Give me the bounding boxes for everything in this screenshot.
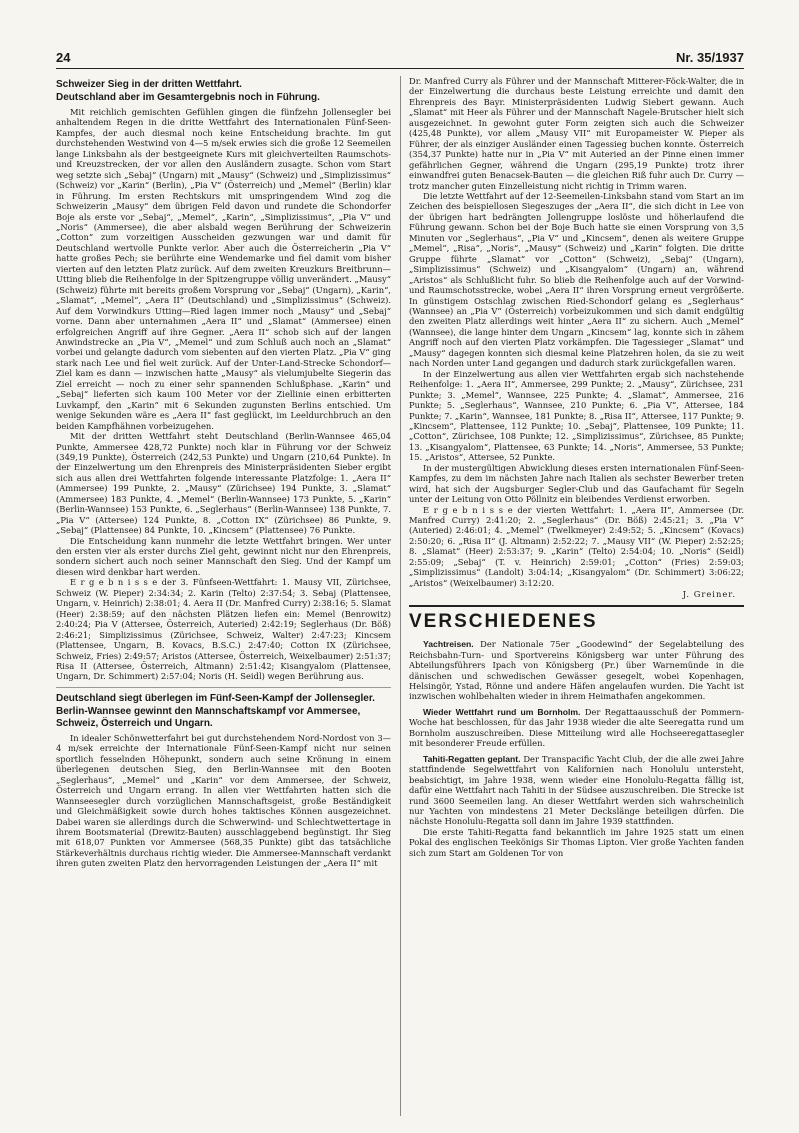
right-column [409,76,744,1113]
article-separator [56,687,391,688]
article2-paragraph: In idealer Schönwetterfahrt bei gut durchstehendem Nord-Nordost von 3—4 m/sek erreichte der Internationale Fünf-Seen-Kampf nicht nur seinen sportlich fesselnden Höhepunkt, sondern auch seine Krönung in einem überlegenen deutschen Sieg, den Berlin-Wannsee mit den Booten „Seglerhaus“, „Memel“ und „Karin“ vor dem Ammersee, der Schweiz, Österreich und Ungarn errang. In allen vier Wettfahrten hatten sich die Wannseesegler durch vorzüglichen Mannschaftsgeist, große Beständigkeit und Gleichmäßigkeit sowie durch hohes taktisches Können ausgezeichnet. Dabei waren sie allerdings durch die Schwerwind- und Schlechtwettertage in ihrem Bootsmaterial (Drewitz-Bauten) ausschlaggebend begünstigt. Ihr Sieg mit 618,07 Punkten vor Ammersee (568,35 Punkte) gibt das tatsächliche Stärkeverhältnis durchaus richtig wieder. Die Ammersee-Mannschaft verdankt ihren guten zweiten Platz den hervorragenden Leistungen der „Aera II“ mit [56,732,391,869]
article1-paragraph: Die Entscheidung kann nunmehr die letzte Wettfahrt bringen. Wer unter den ersten vier als erster durchs Ziel geht, gewinnt nicht nur den Ehrenpreis, sondern sichert auch noch seiner Mannschaft den Sieg. Und der Kampf um diesen wird denkbar hart werden. [56,535,391,577]
article1-results: E r g e b n i s s e der 3. Fünfseen-Wettfahrt: 1. Mausy VII, Zürichsee, Schweiz (W. Pieper) 2:34:34; 2. Karin (Telto) 2:37:54; 3. Sebaj (Plattensee, Ungarn, v. Heinrich) 2:38:01; 4. Aera II (Dr. Manfred Curry) 2:38:16; 5. Slamat (Heer) 2:38:59; auf den nächsten Plätzen liefen ein: Memel (Benrowitz) 2:40:24; Pia V (Attersee, Österreich, Auteried) 2:42:19; Seglerhaus (Dr. Böß) 2:46:21; Simplizissimus (Zürichsee, Schweiz, Walter) 2:47:23; Kincsem (Plattensee, Ungarn, B. Kovacs, B.S.C.) 2:47:40; Cotton IX (Zürichsee, Schweiz, Fries) 2:49:57; Aristos (Attersee, Österreich, Weixelbaumer) 2:51:37; Risa II (Attersee, Österreich, Altmann) 2:51:42; Kisangyalom (Plattensee, Ungarn, Dr. Schimmert) 2:57:04; Noris (H. Seidl) wegen Berührung aus. [56,577,391,682]
section-title-verschiedenes: VERSCHIEDENES [409,605,744,633]
article1-subheadline: Deutschland aber im Gesamtergebnis noch in Führung. [56,92,320,103]
article2-continuation: Die letzte Wettfahrt auf der 12-Seemeilen-Linksbahn stand vom Start an im Zeichen des beispiellosen Siegeszuges der „Aera II“, die sich dicht in Lee von der übrigen hart bedrängten Jollengruppe loslöste und höherlaufend die Führung gewann. Schon bei der Boje Buch hatte sie einen Vorsprung von 3,5 Minuten vor „Seglerhaus“, „Pia V“ und „Kincsem“, denen als weitere Gruppe „Memel“, „Risa“, „Noris“, „Mausy“ (Schweiz) und „Karin“ folgten. Die dritte Gruppe führte „Slamat“ vor „Cotton“ (Schweiz), „Sebaj“ (Ungarn), „Simplizissimus“ (Schweiz) und „Kisangyalom“ (Ungarn) an, während „Aristos“ als Schlußlicht fuhr. So blieb die Reihenfolge auch auf der Vorwind- und Raumschotsstrecke, wobei „Aera II“ ihren Vorsprung erneut vergrößerte. In günstigem Ostschlag zwischen Ried-Schondorf gelang es „Seglerhaus“ (Wannsee) an „Pia V“ (Österreich) vorbeizukommen und sich damit endgültig den zweiten Platz allerdings weit hinter „Aera II“ zu sichern. Auch „Memel“ (Wannsee), die lange hinter dem Ungarn „Kincsem“ lag, konnte sich in zähem Angriff noch auf den vierten Platz vorkämpfen. Die Tagessieger „Slamat“ und „Mausy“ dagegen konnten sich diesmal keine Platzehren holen, da sie zu weit nach Norden unter Land gegangen und dadurch stark zurückgefallen waren. [409,190,744,369]
column-divider [400,76,401,1116]
article2-continuation: Dr. Manfred Curry als Führer und der Mannschaft Mitterer-Föck-Walter, die in der Einzelwertung die durchaus beste Leistung erreichte und damit den Ehrenpreis des Bayr. Ministerpräsidenten Ludwig Siebert gewann. Auch „Slamat“ mit Heer als Führer und der Mannschaft Nagele-Brutscher hielt sich ausgezeichnet. In gewohnt guter Form zeigten sich auch die Schweizer (425,48 Punkte), vor allem „Mausy VII“ mit Europameister W. Pieper als Führer, der als einziger Ausländer einen Tagessieg buchen konnte. Österreich (354,37 Punkte) hatte nur in „Pia V“ mit Auteried an der Pinne einen immer gefährlichen Gegner, während die Ungarn (295,19 Punkte) trotz ihrer einwandfrei guten Benacsek-Bauten — die gleichen Riß fuhr auch Dr. Curry — trotz mancher guten Einzelleistung nicht richtig in Trimm waren. [409,76,744,191]
article2-continuation: In der mustergültigen Abwicklung dieses ersten internationalen Fünf-Seen-Kampfes, zu dem im nächsten Jahre nach Italien als sechster Bewerber treten wird, hat sich der Augsburger Segler-Club und das Gaufachamt für Segeln unter der Leitung von Otto Pöllnitz ein bleibendes Verdienst erworben. [409,462,744,505]
article2-continuation: In der Einzelwertung aus allen vier Wettfahrten ergab sich nachstehende Reihenfolge: 1. „Aera II“, Ammersee, 299 Punkte; 2. „Mausy“, Zürichsee, 231 Punkte; 3. „Memel“, Wannsee, 225 Punkte; 4. „Slamat“, Ammersee, 216 Punkte; 5. „Seglerhaus“, Wannsee, 210 Punkte; 6. „Pia V“, Attersee, 184 Punkte; 7. „Karin“, Wannsee, 181 Punkte; 8. „Risa II“, Attersee, 117 Punkte; 9. „Kincsem“, Plattensee, 112 Punkte; 10. „Sebaj“, Plattensee, 109 Punkte; 11. „Cotton“, Zürichsee, 108 Punkte; 12. „Simplizissimus“, Zürichsee, 85 Punkte; 13. „Kisangyalom“, Plattensee, 63 Punkte; 14. „Noris“, Ammersee, 53 Punkte; 15. „Aristos“, Attersee, 52 Punkte. [409,368,744,463]
article1-paragraph: Mit reichlich gemischten Gefühlen gingen die fünfzehn Jollensegler bei anhaltendem Regen in die dritte Wettfahrt des Internationalen Fünf-Seen-Kampfes, der auch diesmal noch keine Entscheidung brachte. Im gut durchstehenden Westwind von 4—5 m/sek erwies sich die große 12 Seemeilen lange Linksbahn als der bestgeeignete Kurs mit gleichverteilten Raumschots- und Kreuzstrecken, der vor allen den Ausländern zusagte. Schon vom Start weg setzte sich „Sebaj“ (Ungarn) mit „Mausy“ (Schweiz) und „Simplizissimus“ (Schweiz) vor „Karin“ (Berlin), „Pia V“ (Österreich) und „Memel“ (Berlin) klar in Führung. Im ersten Rechtskurs mit umspringendem Wind zog die Schweizerin „Mausy“ dem übrigen Feld davon und rundete die Schondorfer Boje als erste vor „Sebaj“, „Memel“, „Karin“, „Simplizissimus“, „Pia V“ und „Noris“ (Ammersee), die aber alsbald wegen Berührung der Schweizerin „Cotton“ zum vorzeitigen Ausscheiden gezwungen war und damit für Deutschland wertvolle Punkte verlor. Aber auch die Österreicherin „Pia V“ hatte großes Pech; sie berührte eine Wendemarke und fiel damit vom bisher vierten auf den letzten Platz zurück. Auf dem zweiten Kreuzkurs Breitbrunn—Utting blieb die Reihenfolge in der Spitzengruppe völlig unverändert. „Mausy“ (Schweiz) führte mit bereits großem Vorsprung vor „Sebaj“ (Ungarn), „Karin“, „Slamat“, „Memel“, „Aera II“ (Deutschland) und „Simplizissimus“ (Schweiz). Auf dem Vorwindkurs Utting—Ried lagen immer noch „Mausy“ und „Sebaj“ vorne. Dann aber unternahmen „Aera II“ und „Slamat“ (Ammersee) einen erfolgreichen Angriff auf ihre Gegner. „Aera II“ schob sich auf der langen Anwindstrecke an „Pia V“, „Memel“ und zum Schluß auch noch an „Slamat“ vorbei und gelangte dadurch vom siebenten auf den vierten Platz. „Pia V“ ging stark nach Lee und fiel weit zurück. Auf der Unter-Land-Strecke Schondorf—Ziel kam es dann — inzwischen hatte „Mausy“ als vielumjubelte Siegerin das Ziel erreicht — noch zu einer sehr spannenden Schlußphase. „Karin“ und „Sebaj“ lieferten sich kaum 100 Meter vor der Ziellinie einen erbitterten Luvkampf, den „Karin“ mit 6 Sekunden zugunsten Berlins entschied. Um wenige Sekunden wäre es „Aera II“ fast geglückt, im Leeldurchbruch an den beiden Kampfhähnen vorbeizugehen. [56,107,391,431]
article2-subheadline: Berlin-Wannsee gewinnt den Mannschaftskampf vor Ammersee, Schweiz, Österreich und Ungarn. [56,705,361,729]
article1-paragraph: Mit der dritten Wettfahrt steht Deutschland (Berlin-Wannsee 465,04 Punkte, Ammersee 428,72 Punkte) noch klar in Führung vor der Schweiz (349,19 Punkte), Österreich (242,53 Punkte) und Ungarn (210,64 Punkte). In der Einzelwertung um den Ehrenpreis des Ministerpräsidenten Sieber ergibt sich aus allen drei Wettfahrten folgende interessante Platzfolge: 1. „Aera II“ (Ammersee) 199 Punkte, 2. „Mausy“ (Zürichsee) 194 Punkte, 3. „Slamat“ (Ammersee) 183 Punkte, 4. „Memel“ (Berlin-Wannsee) 173 Punkte, 5. „Karin“ (Berlin-Wannsee) 153 Punkte, 6. „Seglerhaus“ (Berlin-Wannsee) 138 Punkte, 7. „Pia V“ (Attersee) 124 Punkte, 8. „Cotton IX“ (Zürichsee) 86 Punkte, 9. „Sebaj“ (Plattensee) 84 Punkte, 10. „Kincsem“ (Plattensee) 76 Punkte. [56,431,391,536]
news-item-continuation: Die erste Tahiti-Regatta fand bekanntlich im Jahre 1925 statt um einen Pokal des englischen Teekönigs Sir Thomas Lipton. Vier große Yachten fanden sich zum Start am Goldenen Tor von [409,826,744,858]
page-number: 24 [56,50,71,65]
article2-headline: Deutschland siegt überlegen im Fünf-Seen-Kampf der Jollensegler. [56,692,375,704]
issue-number: Nr. 35/1937 [676,50,744,65]
news-item-text: Der Nationale 75er „Goodewind“ der Segelabteilung des Reichsbahn-Turn- und Sportvereins Königsberg war unter Führung des Abteilungsführers Ipach von Königsberg (Pr.) über Warnemünde in die dänischen und schwedischen Gewässer gesegelt, wobei Kopenhagen, Helsingör, Ystad, Rönne und andere Häfen angelaufen wurden. Die Yacht ist inzwischen wohlbehalten wieder in ihrem Heimathafen angekommen. [409,639,744,702]
news-item-text: Der Regattaausschuß der Pommern-Woche hat beschlossen, für das Jahr 1938 wieder die alte Seeregatta rund um Bornholm auszuschreiben. Diese Mitteilung wird alle Hochseeregattasegler mit besonderer Freude erfüllen. [409,706,744,749]
news-item-text: Der Transpacific Yacht Club, der die alle zwei Jahre stattfindende Segelwettfahrt von Kalifornien nach Honolulu untersteht, beabsichtigt, im Jahre 1938, wenn wieder eine Honolulu-Regatta fällig ist, dafür eine Wettfahrt nach Tahiti in der Südsee auszuschreiben. Die Strecke ist rund 3600 Seemeilen lang. An dieser Wettfahrt werden sich wahrscheinlich nur Yachten von mindestens 21 Meter Deckslänge beteiligen dürfen. Die nächste Honolulu-Regatta soll dann im Jahre 1939 stattfinden. [409,753,744,827]
news-item-title: Tahiti-Regatten geplant. [423,753,521,764]
news-item-title: Wieder Wettfahrt rund um Bornholm. [423,706,581,717]
header-rule [56,68,744,69]
news-item [409,707,744,749]
article2-results: E r g e b n i s s e der vierten Wettfahrt: 1. „Aera II“, Ammersee (Dr. Manfred Curry) 2:41:20; 2. „Seglerhaus“ (Dr. Böß) 2:45:21; 3. „Pia V“ (Auteried) 2:46:01; 4. „Memel“ (Twelkmeyer) 2:49:52; 5. „Kincsem“ (Kovacs) 2:50:20; 6. „Risa II“ (J. Altmann) 2:52:22; 7. „Mausy VII“ (W. Pieper) 2:52:25; 8. „Slamat“ (Heer) 2:53:37; 9. „Karin“ (Telto) 2:54:04; 10. „Noris“ (Seidl) 2:55:09; „Sebaj“ (T. v. Heinrich) 2:59:01; „Cotton“ (Fries) 2:59:03; „Simplizissimus“ (Landolt) 3:04:14; „Kisangyalom“ (Dr. Schimmert) 3:06:22; „Aristos“ (Weixelbaumer) 3:12:20. [409,504,744,588]
article1-headline: Schweizer Sieg in der dritten Wettfahrt. [56,79,242,90]
news-item [409,639,744,702]
news-item-title: Yachtreisen. [423,639,474,650]
left-column [56,76,391,1113]
news-item [409,754,744,827]
article2-signature: J. Greiner. [682,589,736,600]
